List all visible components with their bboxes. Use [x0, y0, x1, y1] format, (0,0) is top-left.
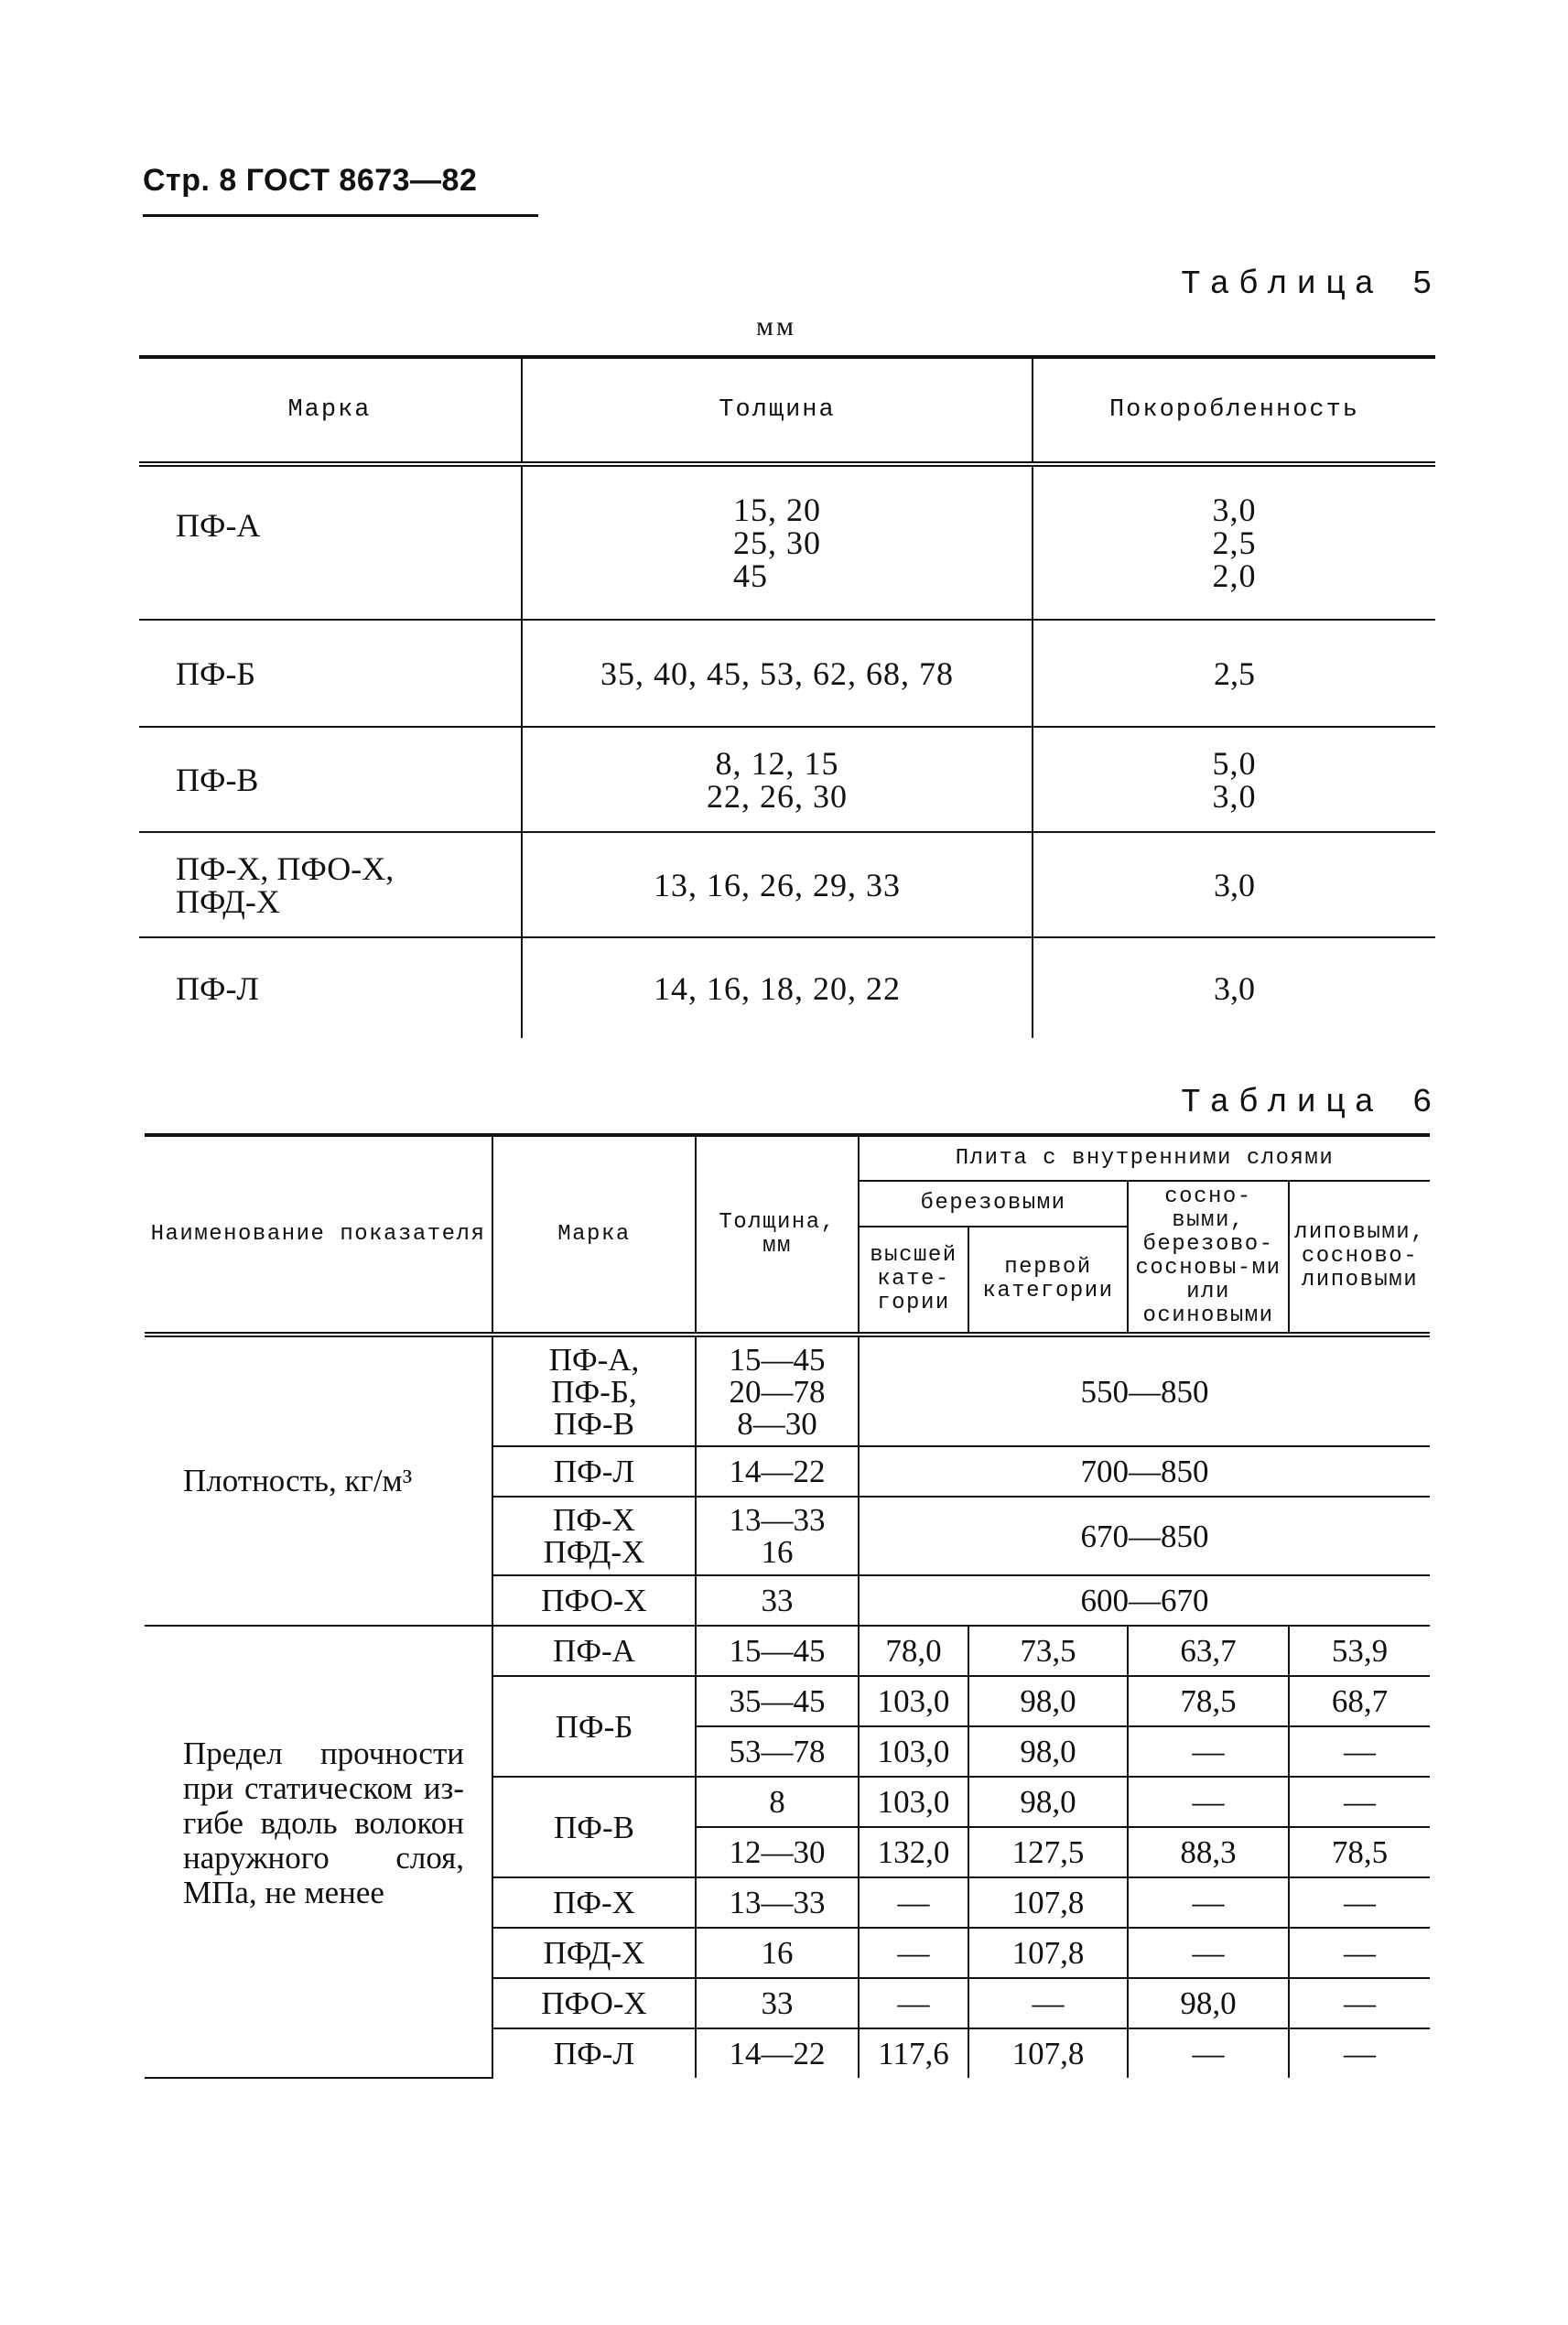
mark-cell: ПФ-В: [492, 1777, 696, 1877]
value-cell: 78,5: [1128, 1676, 1289, 1726]
table-row: [139, 832, 1435, 937]
thickness-cell: 14—22: [696, 2028, 859, 2078]
thickness-value: 45: [733, 557, 768, 594]
value-cell: —: [1289, 1978, 1430, 2028]
strength-name: Предел прочности при статическом из-гибе вдоль волокон наружного слоя, МПа, не менее: [145, 1626, 492, 2078]
table-row: [145, 1335, 1430, 1446]
mark-cell: ПФ-Б: [492, 1676, 696, 1777]
value-cell: 88,3: [1128, 1827, 1289, 1877]
mark-cell: ПФО-Х: [492, 1978, 696, 2028]
thickness-cell: 33: [696, 1575, 859, 1626]
value-cell: 68,7: [1289, 1676, 1430, 1726]
thickness-value: 25, 30: [733, 524, 821, 561]
table5-caption: Таблица 5: [1181, 265, 1442, 303]
mark-cell: ПФ-А: [492, 1626, 696, 1676]
thickness-value: 15, 20: [733, 492, 821, 528]
warpage-value: 2,5: [1212, 524, 1257, 561]
value-cell: 98,0: [968, 1777, 1128, 1827]
warpage-value: 3,0: [1033, 937, 1435, 1038]
table5-header-thickness: Толщина: [522, 357, 1033, 464]
value-cell: 73,5: [968, 1626, 1128, 1676]
value-cell: 98,0: [1128, 1978, 1289, 2028]
header-birch-high: высшей кате-гории: [859, 1227, 968, 1335]
thickness-value: 8, 12, 15: [715, 744, 839, 782]
density-name: Плотность, кг/м³: [145, 1335, 492, 1626]
value-cell: —: [1128, 1928, 1289, 1978]
table-row: [139, 727, 1435, 832]
value-cell: —: [1289, 2028, 1430, 2078]
mark-cell: ПФ-Х ПФД-Х: [492, 1497, 696, 1575]
thickness-value: 35, 40, 45, 53, 62, 68, 78: [522, 620, 1033, 727]
value-cell: —: [1128, 1877, 1289, 1928]
value-cell: —: [859, 1978, 968, 2028]
thickness-cell: 13—33 16: [696, 1497, 859, 1575]
value-cell: —: [1128, 1777, 1289, 1827]
thickness-cell: 35—45: [696, 1676, 859, 1726]
thickness-value: 14, 16, 18, 20, 22: [522, 937, 1033, 1038]
thickness-value: 22, 26, 30: [707, 777, 848, 815]
table5-header-mark: Марка: [139, 357, 522, 464]
thickness-cell: 16: [696, 1928, 859, 1978]
value-cell: —: [1289, 1726, 1430, 1777]
table-row: [139, 937, 1435, 1038]
density-value: 550—850: [859, 1335, 1430, 1446]
density-value: 700—850: [859, 1446, 1430, 1497]
warpage-value: 3,0: [1212, 777, 1257, 815]
warpage-value: 2,0: [1212, 557, 1257, 594]
value-cell: 103,0: [859, 1676, 968, 1726]
value-cell: 98,0: [968, 1726, 1128, 1777]
table-row: [139, 464, 1435, 620]
value-cell: 107,8: [968, 1928, 1128, 1978]
mark-cell: ПФД-Х: [492, 1928, 696, 1978]
value-cell: 107,8: [968, 2028, 1128, 2078]
value-cell: 132,0: [859, 1827, 968, 1877]
value-cell: 103,0: [859, 1777, 968, 1827]
table-row: [145, 1626, 1430, 1676]
mark-cell: ПФ-А: [139, 464, 522, 620]
mark-cell: ПФ-А, ПФ-Б, ПФ-В: [492, 1335, 696, 1446]
thickness-cell: 12—30: [696, 1827, 859, 1877]
mark-cell: ПФ-Л: [492, 2028, 696, 2078]
density-value: 670—850: [859, 1497, 1430, 1575]
thickness-cell: 13—33: [696, 1877, 859, 1928]
value-cell: 63,7: [1128, 1626, 1289, 1676]
header-pine: сосно-выми, березово-сосновы-ми или осиновыми: [1128, 1181, 1289, 1335]
thickness-cell: 15—45: [696, 1626, 859, 1676]
mark-cell: ПФО-Х: [492, 1575, 696, 1626]
value-cell: —: [1128, 1726, 1289, 1777]
density-value: 600—670: [859, 1575, 1430, 1626]
thickness-cell: 33: [696, 1978, 859, 2028]
mark-cell: ПФ-В: [139, 727, 522, 832]
warpage-value: 2,5: [1033, 620, 1435, 727]
header-birch-first: первой категории: [968, 1227, 1128, 1335]
thickness-cell: 15—45 20—78 8—30: [696, 1335, 859, 1446]
thickness-cell: 14—22: [696, 1446, 859, 1497]
header-mark: Марка: [492, 1135, 696, 1335]
mark-cell: ПФ-Л: [492, 1446, 696, 1497]
table5-header-warpage: Покоробленность: [1033, 357, 1435, 464]
header-indicator: Наименование показателя: [145, 1135, 492, 1335]
thickness-cell: 53—78: [696, 1726, 859, 1777]
value-cell: —: [1289, 1777, 1430, 1827]
thickness-value: 13, 16, 26, 29, 33: [522, 832, 1033, 937]
value-cell: 53,9: [1289, 1626, 1430, 1676]
table6-caption: Таблица 6: [1181, 1084, 1442, 1121]
mark-cell: ПФ-Х, ПФО-Х, ПФД-Х: [139, 832, 522, 937]
value-cell: —: [1128, 2028, 1289, 2078]
value-cell: —: [859, 1877, 968, 1928]
value-cell: —: [1289, 1928, 1430, 1978]
mark-cell: ПФ-Л: [176, 969, 259, 1007]
warpage-value: 5,0: [1212, 744, 1257, 782]
header-linden: липовыми, сосново-липовыми: [1289, 1181, 1430, 1335]
value-cell: 117,6: [859, 2028, 968, 2078]
value-cell: 103,0: [859, 1726, 968, 1777]
value-cell: 127,5: [968, 1827, 1128, 1877]
header-birch: березовыми: [859, 1181, 1128, 1227]
value-cell: 78,0: [859, 1626, 968, 1676]
value-cell: —: [968, 1978, 1128, 2028]
mark-cell: ПФ-Б: [139, 620, 522, 727]
thickness-cell: 8: [696, 1777, 859, 1827]
warpage-value: 3,0: [1212, 492, 1257, 528]
table-row: [139, 620, 1435, 727]
header-thickness: Толщина, мм: [696, 1135, 859, 1335]
table6: [145, 1133, 1430, 2079]
value-cell: 107,8: [968, 1877, 1128, 1928]
table5: [139, 355, 1435, 1038]
warpage-value: 3,0: [1033, 832, 1435, 937]
value-cell: —: [1289, 1877, 1430, 1928]
mark-cell: ПФ-Х: [492, 1877, 696, 1928]
value-cell: 98,0: [968, 1676, 1128, 1726]
header-rule: [143, 214, 538, 217]
value-cell: —: [859, 1928, 968, 1978]
page-header: Стр. 8 ГОСТ 8673—82: [143, 163, 478, 198]
header-group: Плита с внутренними слоями: [859, 1135, 1430, 1181]
table5-units: мм: [756, 311, 796, 341]
value-cell: 78,5: [1289, 1827, 1430, 1877]
